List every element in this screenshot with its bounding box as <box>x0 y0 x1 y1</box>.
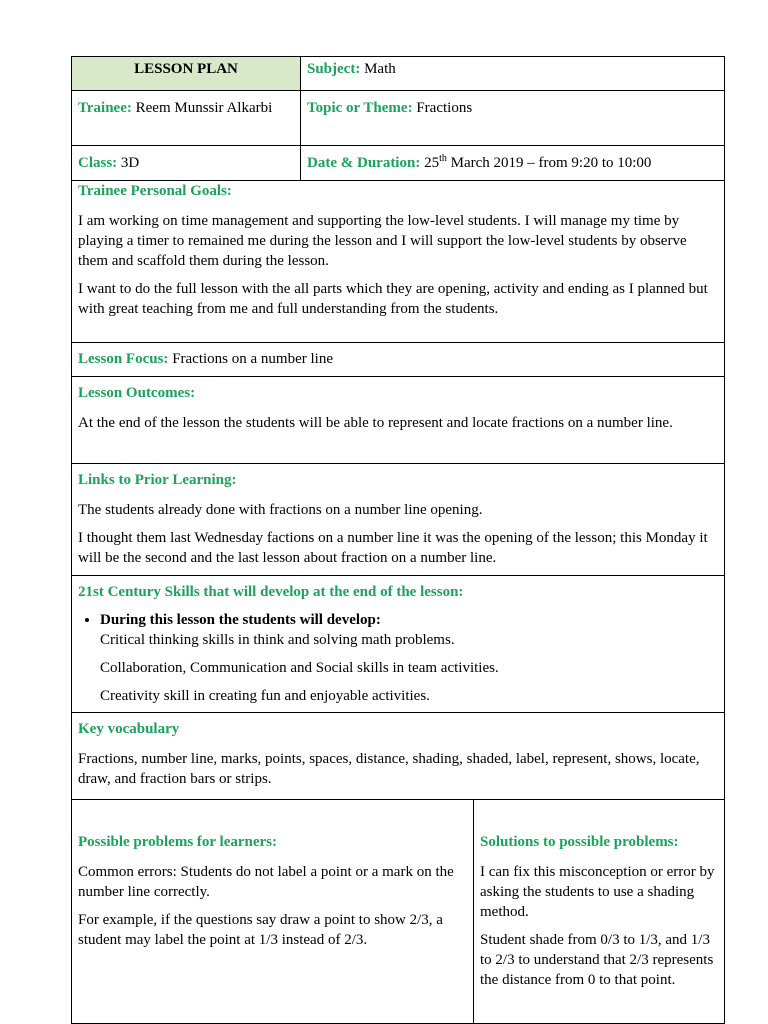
subject-value: Math <box>364 61 396 77</box>
lesson-plan-table <box>71 56 725 1024</box>
vocab-cell <box>72 713 724 799</box>
topic-label: Topic or Theme: <box>307 100 413 116</box>
prior-label: Links to Prior Learning: <box>78 472 237 488</box>
outcomes-label: Lesson Outcomes: <box>78 385 196 401</box>
problems-cell <box>72 800 474 1023</box>
prior-paragraph-1: The students already done with fractions on a number line opening. <box>78 502 483 518</box>
skills-label: 21st Century Skills that will develop at the end of the lesson: <box>78 584 464 600</box>
prior-paragraph-2: I thought them last Wednesday factions on a number line it was the opening of the lesson; this Monday it will be the second and the last lesson about fraction on a number line. <box>78 530 708 566</box>
solutions-paragraph-1: I can fix this misconception or error by asking the students to use a shading method. <box>480 864 715 920</box>
subject-cell <box>301 57 724 90</box>
trainee-label: Trainee: <box>78 100 132 116</box>
focus-row <box>72 343 724 377</box>
vocab-label: Key vocabulary <box>78 721 180 737</box>
problems-paragraph-1: Common errors: Students do not label a point or a mark on the number line correctly. <box>78 864 454 900</box>
vocab-paragraph: Fractions, number line, marks, points, spaces, distance, shading, shaded, label, represent, shows, locate, draw, and fraction bars or strips. <box>78 751 700 787</box>
goals-cell <box>72 181 724 342</box>
goals-row <box>72 181 724 343</box>
topic-cell <box>301 91 724 145</box>
class-label: Class: <box>78 155 118 171</box>
prior-cell <box>72 464 724 575</box>
problems-paragraph-2: For example, if the questions say draw a point to show 2/3, a student may label the point at 1/3 instead of 2/3. <box>78 912 443 948</box>
skill-collaboration: Collaboration, Communication and Social skills in team activities. <box>100 660 499 676</box>
trainee-row <box>72 91 724 146</box>
problems-label: Possible problems for learners: <box>78 834 278 850</box>
goals-paragraph-2: I want to do the full lesson with the all parts which they are opening, activity and ending as I planned but with great teaching from me and full understanding from the students. <box>78 281 708 317</box>
problems-row <box>72 800 724 1024</box>
skills-cell <box>72 576 724 712</box>
focus-cell <box>72 343 724 376</box>
date-day: 25 <box>424 155 440 171</box>
skills-list <box>78 610 718 630</box>
skills-bullet: • During this lesson the students will develop: <box>100 610 718 630</box>
date-sup: th <box>439 153 447 164</box>
solutions-cell <box>474 800 724 1023</box>
solutions-paragraph-2: Student shade from 0/3 to 1/3, and 1/3 to 2/3 to understand that 2/3 represents the distance from 0 to that point. <box>480 932 714 988</box>
trainee-cell <box>72 91 301 145</box>
vocab-row <box>72 713 724 800</box>
skill-creativity: Creativity skill in creating fun and enjoyable activities. <box>100 688 430 704</box>
subject-label: Subject: <box>307 61 361 77</box>
outcomes-paragraph: At the end of the lesson the students will be able to represent and locate fractions on a number line. <box>78 415 673 431</box>
skill-critical-thinking: Critical thinking skills in think and solving math problems. <box>100 632 455 648</box>
header-row <box>72 57 724 91</box>
prior-row <box>72 464 724 576</box>
topic-value: Fractions <box>416 100 473 116</box>
outcomes-cell <box>72 377 724 463</box>
date-cell <box>301 146 724 180</box>
goals-label: Trainee Personal Goals: <box>78 183 232 199</box>
focus-value: Fractions on a number line <box>172 351 333 367</box>
solutions-label: Solutions to possible problems: <box>480 834 679 850</box>
outcomes-row <box>72 377 724 464</box>
class-cell <box>72 146 301 180</box>
date-rest: March 2019 – from 9:20 to 10:00 <box>450 155 652 171</box>
date-label: Date & Duration: <box>307 155 421 171</box>
class-value: 3D <box>120 155 140 171</box>
goals-paragraph-1: I am working on time management and supporting the low-level students. I will manage my time by playing a timer to remained me during the lesson and I will support the low-level students by observe them and scaffold them during the lesson. <box>78 213 687 269</box>
skills-row <box>72 576 724 713</box>
class-row <box>72 146 724 181</box>
lesson-plan-title: LESSON PLAN <box>72 57 301 90</box>
trainee-value: Reem Munssir Alkarbi <box>135 100 273 116</box>
focus-label: Lesson Focus: <box>78 351 169 367</box>
